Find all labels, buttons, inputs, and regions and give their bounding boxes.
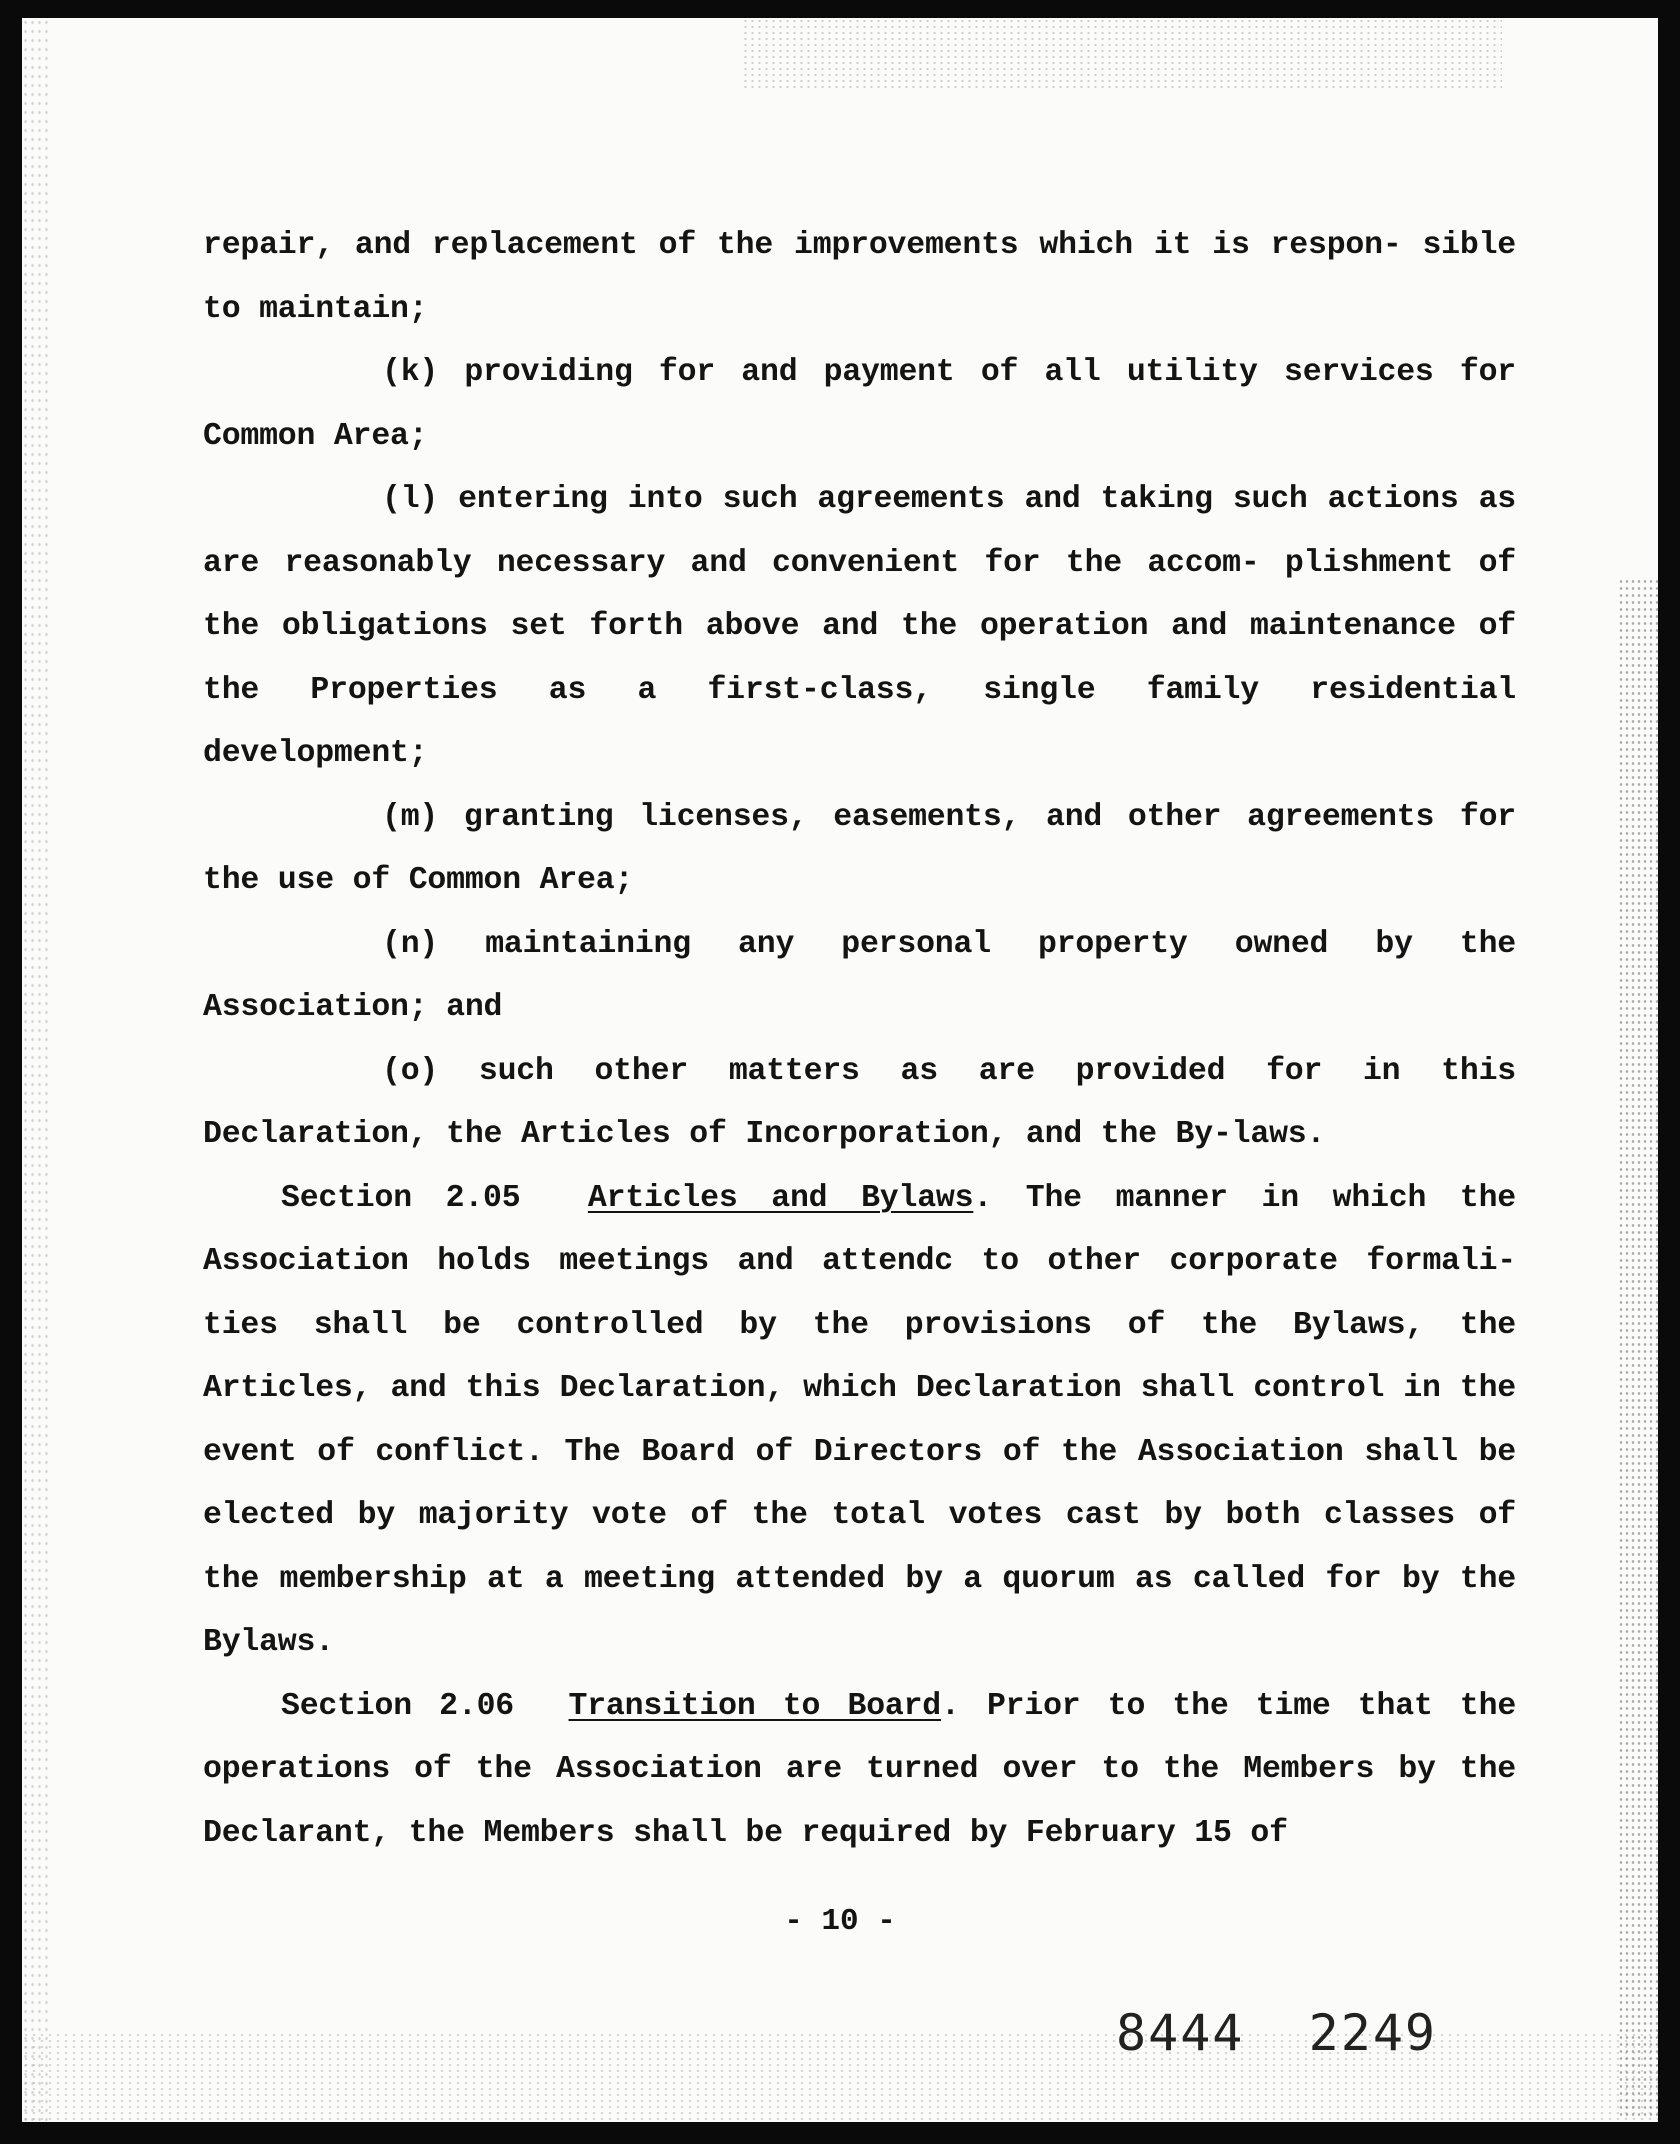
document-stamp-number: 8444 2249 [1116, 2004, 1438, 2062]
list-item-k: (k) providing for and payment of all utility services for Common Area; [203, 355, 1516, 454]
section-2-06-heading: Transition to Board [568, 1688, 942, 1724]
scan-noise-left [22, 18, 48, 2122]
list-item-l: (l) entering into such agreements and taking such actions as are reasonably necessary and convenient for the accom- plishment of the obligations set forth above and the operation and maintenance of the Properties as a first-class, single family residential development; [203, 482, 1516, 771]
section-2-05-text: . The manner in which the Association holds meetings and attendc to other corporate formali- ties shall be controlled by the provisions of the Bylaws, the Articles, and this Declaration, which Declaration shall control in the event of conflict. The Board of Directors of the Association shall be elected by majority vote of the total votes cast by both classes of the membership at a meeting attended by a quorum as called for by the Bylaws. [203, 1180, 1517, 1660]
scan-noise-top [742, 18, 1502, 88]
list-item-o: (o) such other matters as are provided for in this Declaration, the Articles of Incorporation, and the By-laws. [203, 1053, 1516, 1152]
section-2-06 [203, 1675, 1516, 1866]
page-number: - 10 - [784, 1904, 896, 1939]
section-2-06-text: . Prior to the time that the operations of the Association are turned over to the Members by the Declarant, the Members shall be required by February 15 of [203, 1688, 1517, 1851]
document-page [22, 18, 1658, 2122]
paragraph-continuation: repair, and replacement of the improvements which it is respon- sible to maintain; [203, 228, 1516, 327]
body-text [203, 214, 1516, 1865]
section-2-05-number: Section 2.05 [281, 1180, 521, 1216]
list-item-m: (m) granting licenses, easements, and other agreements for the use of Common Area; [203, 799, 1516, 898]
section-2-05-heading: Articles and Bylaws [587, 1180, 974, 1216]
section-2-06-number: Section 2.06 [281, 1688, 514, 1724]
scan-noise-right [1618, 578, 1658, 2118]
list-item-n: (n) maintaining any personal property owned by the Association; and [203, 926, 1516, 1025]
section-2-05 [203, 1167, 1516, 1675]
